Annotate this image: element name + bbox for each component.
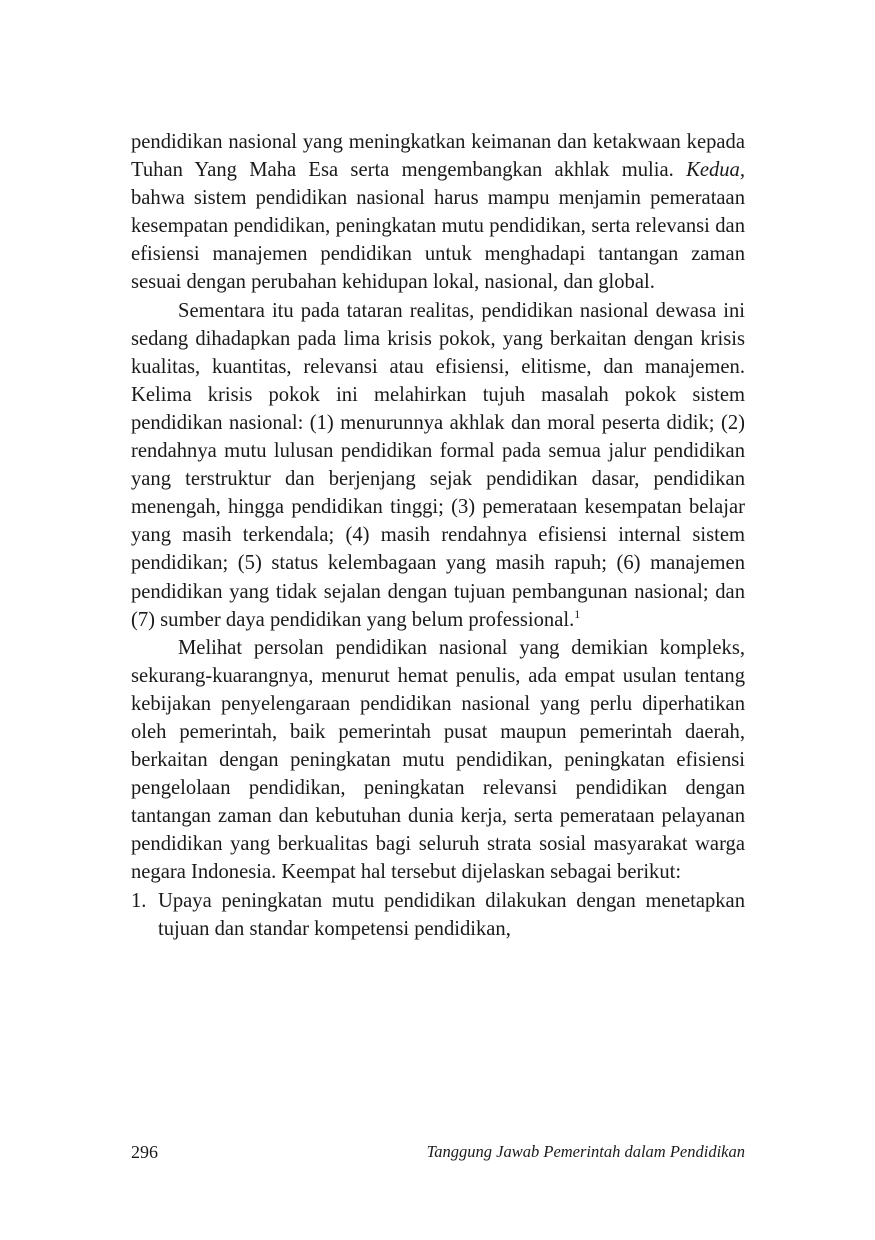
list-item-number: 1. [131,889,147,912]
paragraph-3-text: Melihat persolan pendidikan nasional yang demikian kompleks, sekurang-kuarangnya, menurut hemat penulis, ada empat usulan tentang kebijakan penyelengaraan pendidikan nasional yang perlu diperhatikan oleh pemerintah, baik pemerintah pusat maupun pemerintah daerah, berkaitan dengan peningkatan mutu pendidikan, peningkatan efisiensi pengelolaan pendidikan, peningkatan relevansi pendidikan dengan tantangan zaman dan kebutuhan dunia kerja, serta pemerataan pelayanan pendidikan yang berkualitas bagi seluruh strata sosial masyarakat warga negara Indonesia. Keempat hal tersebut dijelaskan sebagai berikut: [131,636,745,884]
paragraph-2-text: Sementara itu pada tataran realitas, pendidikan nasional dewasa ini sedang dihadapkan pada lima krisis pokok, yang berkaitan dengan krisis kualitas, kuantitas, relevansi atau efisiensi, elitisme, dan manajemen. Kelima krisis pokok ini melahirkan tujuh masalah pokok sistem pendidikan nasional: (1) menurunnya akhlak dan moral peserta didik; (2) rendahnya mutu lulusan pendidikan formal pada semua jalur pendidikan yang terstruktur dan berjenjang sejak pendidikan dasar, pendidikan menengah, hingga pendidikan tinggi; (3) pemerataan kesempatan belajar yang masih terkendala; (4) masih rendahnya efisiensi internal sistem pendidikan; (5) status kelembagaan yang masih rapuh; (6) manajemen pendidikan yang tidak sejalan dengan tujuan pembangunan nasional; dan (7) sumber daya pendidikan yang belum professional. [131,299,745,631]
paragraph-1-text-start: pendidikan nasional yang meningkatkan keimanan dan ketakwaan kepada Tuhan Yang Maha Esa serta mengembangkan akhlak mulia. [131,131,745,182]
footnote-marker: 1 [574,606,581,621]
page-number: 296 [131,1142,158,1162]
paragraph-1 [131,128,745,297]
list-item [131,887,745,943]
paragraph-2 [131,297,745,634]
page-body [131,128,745,943]
running-title: Tanggung Jawab Pemerintah dalam Pendidikan [426,1142,745,1161]
paragraph-3 [131,634,745,887]
page-footer [131,1142,745,1168]
paragraph-1-text-end: bahwa sistem pendidikan nasional harus mampu menjamin pemerataan kesempatan pendidikan, peningkatan mutu pendidikan, serta relevansi dan efisiensi manajemen pendidikan untuk menghadapi tantangan zaman sesuai dengan perubahan kehidupan lokal, nasional, dan global. [131,187,745,294]
paragraph-1-emphasis: Kedua, [686,159,745,182]
numbered-list [131,887,745,943]
list-item-text: Upaya peningkatan mutu pendidikan dilakukan dengan menetapkan tujuan dan standar kompetensi pendidikan, [158,889,745,940]
